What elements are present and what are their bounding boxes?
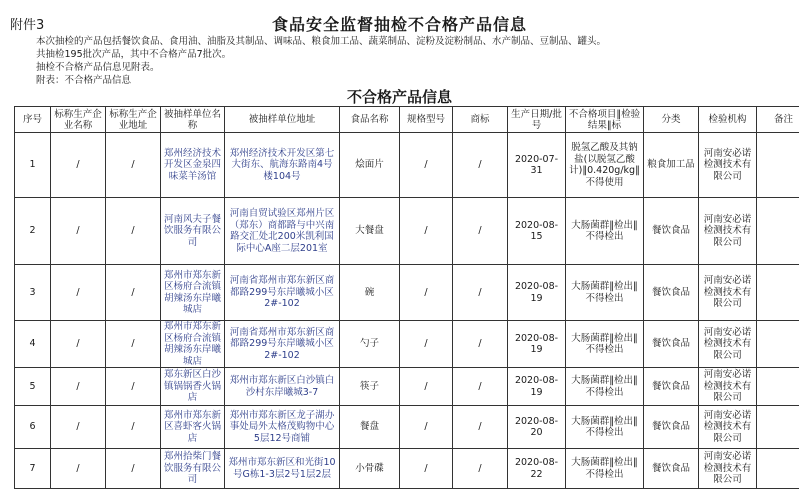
cell-trademark: /: [453, 321, 508, 368]
cell-category: 粮食加工品: [644, 133, 699, 198]
cell-food-name: 碗: [340, 265, 400, 321]
cell-nonconforming-item: 大肠菌群‖检出‖不得检出: [566, 368, 644, 406]
cell-spec: /: [400, 368, 453, 406]
cell-trademark: /: [453, 406, 508, 449]
cell-manufacturer-address: /: [106, 265, 161, 321]
cell-remarks: [757, 321, 799, 368]
cell-spec: /: [400, 406, 453, 449]
cell-category: 餐饮食品: [644, 321, 699, 368]
cell-category: 餐饮食品: [644, 368, 699, 406]
cell-sampled-unit-address: 郑州市郑东新区和光街10号G栋1-3层2号1层2层: [225, 449, 340, 489]
cell-sampled-unit-name: 河南风夫子餐饮服务有限公司: [161, 198, 225, 265]
header-sampled-unit-address: 被抽样单位地址: [225, 107, 340, 133]
cell-nonconforming-item: 大肠菌群‖检出‖不得检出: [566, 321, 644, 368]
cell-food-name: 勺子: [340, 321, 400, 368]
cell-manufacturer-name: /: [51, 198, 106, 265]
cell-manufacturer-address: /: [106, 321, 161, 368]
cell-manufacturer-name: /: [51, 133, 106, 198]
cell-production-date: 2020-08-19: [508, 321, 566, 368]
header-spec: 规格型号: [400, 107, 453, 133]
cell-food-name: 大餐盘: [340, 198, 400, 265]
cell-nonconforming-item: 大肠菌群‖检出‖不得检出: [566, 198, 644, 265]
header-remarks: 备注: [757, 107, 799, 133]
cell-manufacturer-address: /: [106, 133, 161, 198]
cell-trademark: /: [453, 449, 508, 489]
header-manufacturer-name: 标称生产企业名称: [51, 107, 106, 133]
cell-category: 餐饮食品: [644, 198, 699, 265]
cell-nonconforming-item: 大肠菌群‖检出‖不得检出: [566, 406, 644, 449]
cell-spec: /: [400, 321, 453, 368]
table-header-row: [15, 107, 799, 133]
cell-sampled-unit-name: 郑州市郑东新区杨府合流镇胡辣汤东岸曦城店: [161, 265, 225, 321]
cell-inspection-agency: 河南安必诺检测技术有限公司: [699, 321, 757, 368]
cell-production-date: 2020-08-22: [508, 449, 566, 489]
cell-sampled-unit-name: 郑东新区白沙镇锅锅香火锅店: [161, 368, 225, 406]
cell-remarks: [757, 406, 799, 449]
cell-food-name: 筷子: [340, 368, 400, 406]
cell-sampled-unit-address: 河南省郑州市郑东新区商都路299号东岸曦城小区2#-102: [225, 321, 340, 368]
cell-sampled-unit-address: 河南自贸试验区郑州片区（郑东）商都路与中兴南路交汇处北200米凯利国际中心A座二层201室: [225, 198, 340, 265]
cell-remarks: [757, 198, 799, 265]
cell-manufacturer-name: /: [51, 449, 106, 489]
intro-line: 抽检不合格产品信息见附表。: [36, 61, 606, 74]
cell-index: 2: [15, 198, 51, 265]
table-row: [15, 406, 799, 449]
cell-index: 6: [15, 406, 51, 449]
header-category: 分类: [644, 107, 699, 133]
cell-inspection-agency: 河南安必诺检测技术有限公司: [699, 368, 757, 406]
cell-category: 餐饮食品: [644, 265, 699, 321]
nonconforming-products-table: [14, 106, 799, 489]
cell-manufacturer-address: /: [106, 449, 161, 489]
cell-index: 3: [15, 265, 51, 321]
cell-inspection-agency: 河南安必诺检测技术有限公司: [699, 449, 757, 489]
cell-inspection-agency: 河南安必诺检测技术有限公司: [699, 133, 757, 198]
cell-spec: /: [400, 198, 453, 265]
cell-nonconforming-item: 大肠菌群‖检出‖不得检出: [566, 265, 644, 321]
header-trademark: 商标: [453, 107, 508, 133]
cell-spec: /: [400, 133, 453, 198]
cell-sampled-unit-address: 郑州市郑东新区龙子湖办事处局外太格茂购物中心5层12号商铺: [225, 406, 340, 449]
cell-category: 餐饮食品: [644, 406, 699, 449]
cell-spec: /: [400, 449, 453, 489]
cell-sampled-unit-address: 郑州经济技术开发区第七大街东、航海东路南4号楼104号: [225, 133, 340, 198]
header-index: 序号: [15, 107, 51, 133]
intro-line: 本次抽检的产品包括餐饮食品、食用油、油脂及其制品、调味品、粮食加工品、蔬菜制品、淀粉及淀粉制品、水产制品、豆制品、罐头。: [36, 35, 606, 48]
cell-food-name: 餐盘: [340, 406, 400, 449]
cell-production-date: 2020-07-31: [508, 133, 566, 198]
cell-sampled-unit-name: 郑州市郑东新区喜虾客火锅店: [161, 406, 225, 449]
cell-trademark: /: [453, 265, 508, 321]
cell-production-date: 2020-08-19: [508, 368, 566, 406]
cell-index: 1: [15, 133, 51, 198]
attachment-label: 附件3: [10, 14, 44, 33]
table-row: [15, 265, 799, 321]
cell-manufacturer-name: /: [51, 265, 106, 321]
cell-manufacturer-address: /: [106, 406, 161, 449]
header-food-name: 食品名称: [340, 107, 400, 133]
cell-inspection-agency: 河南安必诺检测技术有限公司: [699, 406, 757, 449]
cell-remarks: [757, 368, 799, 406]
table-row: [15, 368, 799, 406]
cell-sampled-unit-name: 郑州经济技术开发区金泉四味菜羊汤馆: [161, 133, 225, 198]
intro-line: 共抽检195批次产品，其中不合格产品7批次。: [36, 48, 606, 61]
cell-index: 7: [15, 449, 51, 489]
table-title: 不合格产品信息: [0, 86, 799, 107]
cell-trademark: /: [453, 198, 508, 265]
cell-food-name: 烩面片: [340, 133, 400, 198]
cell-manufacturer-name: /: [51, 321, 106, 368]
cell-production-date: 2020-08-15: [508, 198, 566, 265]
table-row: [15, 321, 799, 368]
cell-spec: /: [400, 265, 453, 321]
document-title: 食品安全监督抽检不合格产品信息: [0, 12, 799, 35]
cell-nonconforming-item: 脱氢乙酸及其钠盐(以脱氢乙酸计)‖0.420g/kg‖不得使用: [566, 133, 644, 198]
cell-manufacturer-address: /: [106, 198, 161, 265]
cell-sampled-unit-address: 河南省郑州市郑东新区商都路299号东岸曦城小区2#-102: [225, 265, 340, 321]
cell-inspection-agency: 河南安必诺检测技术有限公司: [699, 198, 757, 265]
header-nonconforming-item: 不合格项目‖检验结果‖标: [566, 107, 644, 133]
cell-remarks: [757, 133, 799, 198]
cell-manufacturer-name: /: [51, 406, 106, 449]
cell-food-name: 小骨碟: [340, 449, 400, 489]
cell-manufacturer-name: /: [51, 368, 106, 406]
cell-remarks: [757, 265, 799, 321]
cell-category: 餐饮食品: [644, 449, 699, 489]
cell-inspection-agency: 河南安必诺检测技术有限公司: [699, 265, 757, 321]
cell-trademark: /: [453, 368, 508, 406]
table-row: [15, 133, 799, 198]
cell-production-date: 2020-08-19: [508, 265, 566, 321]
cell-sampled-unit-address: 郑州市郑东新区白沙镇白沙村东岸曦城3-7: [225, 368, 340, 406]
header-inspection-agency: 检验机构: [699, 107, 757, 133]
table-row: [15, 198, 799, 265]
cell-index: 5: [15, 368, 51, 406]
header-sampled-unit-name: 被抽样单位名称: [161, 107, 225, 133]
cell-trademark: /: [453, 133, 508, 198]
cell-nonconforming-item: 大肠菌群‖检出‖不得检出: [566, 449, 644, 489]
intro-line: 附表：不合格产品信息: [36, 74, 606, 87]
intro-text: [36, 35, 606, 87]
cell-production-date: 2020-08-20: [508, 406, 566, 449]
cell-index: 4: [15, 321, 51, 368]
cell-manufacturer-address: /: [106, 368, 161, 406]
cell-sampled-unit-name: 郑州拾柴门餐饮服务有限公司: [161, 449, 225, 489]
cell-sampled-unit-name: 郑州市郑东新区杨府合流镇胡辣汤东岸曦城店: [161, 321, 225, 368]
header-manufacturer-address: 标称生产企业地址: [106, 107, 161, 133]
header-production-date: 生产日期/批号: [508, 107, 566, 133]
